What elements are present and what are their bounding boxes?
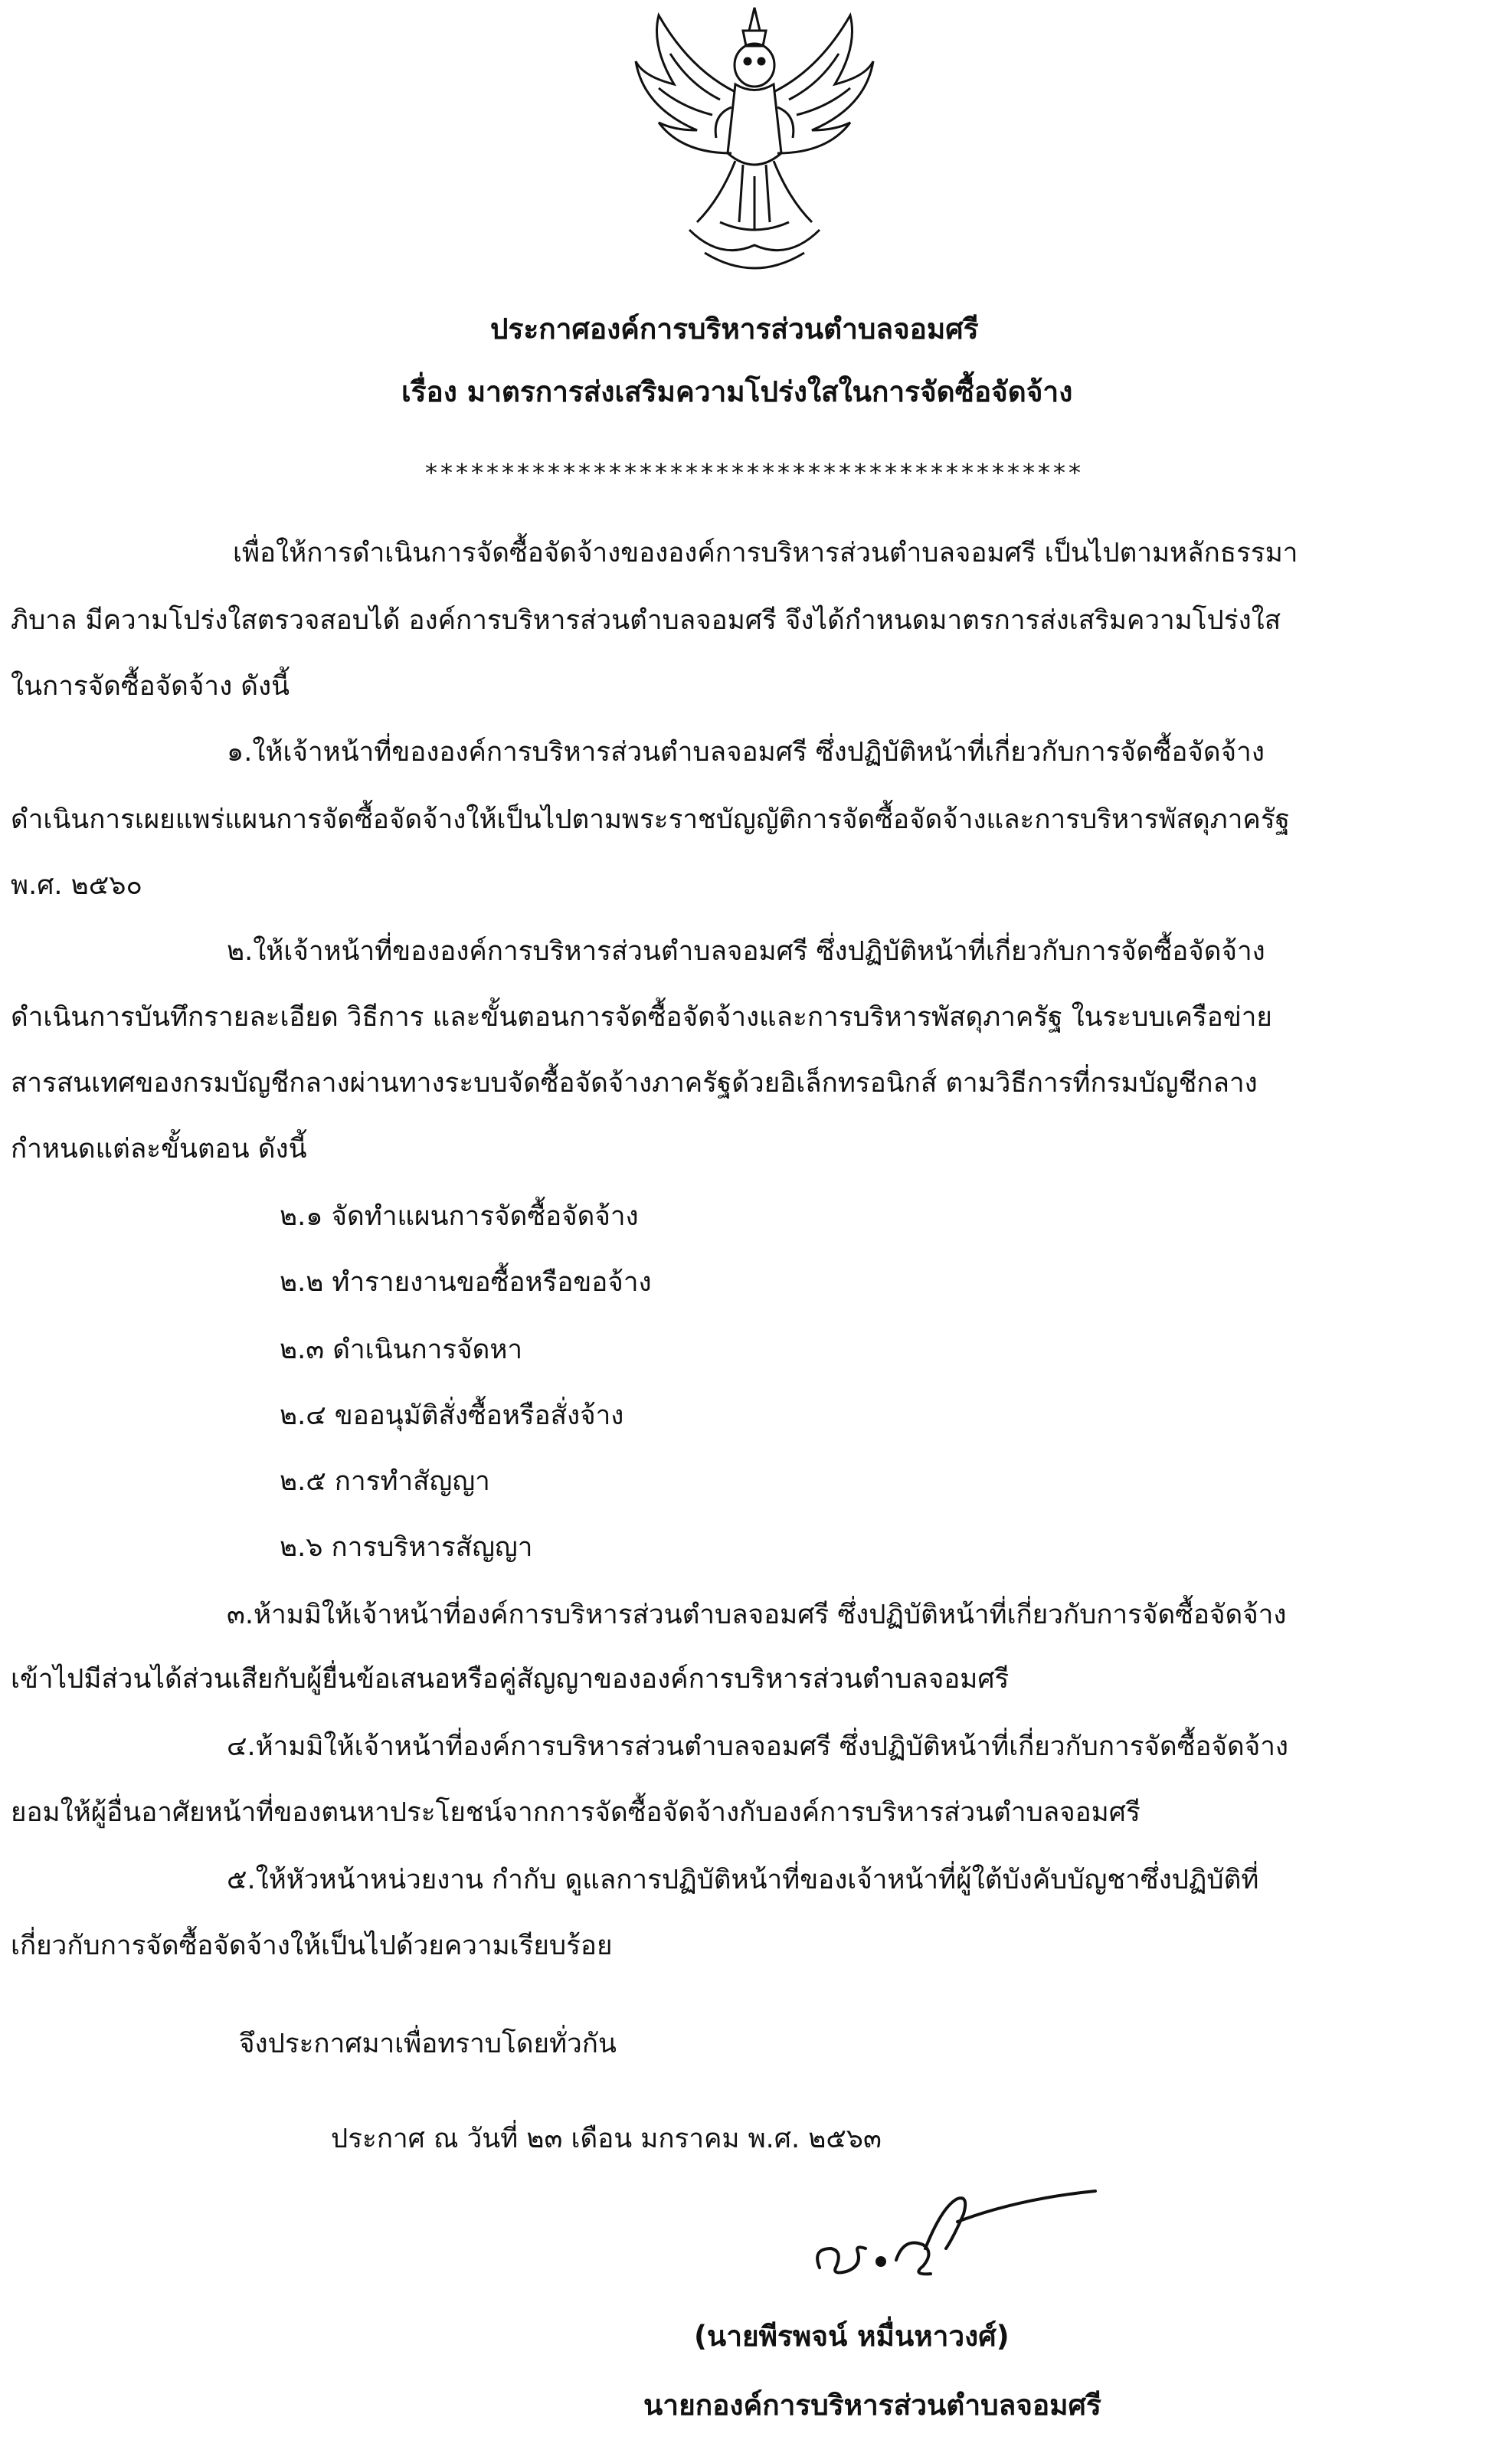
sub-item-2-3: ๒.๓ ดำเนินการจัดหา (280, 1335, 523, 1365)
item-3-line-2: เข้าไปมีส่วนได้ส่วนเสียกับผู้ยื่นข้อเสนอหรือคู่สัญญาขององค์การบริหารส่วนตำบลจอมศรี (11, 1664, 1010, 1695)
item-5-line-1: ๕.ให้หัวหน้าหน่วยงาน กำกับ ดูแลการปฏิบัติหน้าที่ของเจ้าหน้าที่ผู้ใต้บังคับบัญชาซึ่งปฏิบัติที่ (227, 1865, 1259, 1895)
item-1-line-2: ดำเนินการเผยแพร่แผนการจัดซื้อจัดจ้างให้เป็นไปตามพระราชบัญญัติการจัดซื้อจัดจ้างและการบริหารพัสดุภาครัฐ (11, 804, 1290, 835)
item-2-line-2: ดำเนินการบันทึกรายละเอียด วิธีการ และขั้นตอนการจัดซื้อจัดจ้างและการบริหารพัสดุภาครัฐ ในระบบเครือข่าย (11, 1002, 1272, 1033)
sub-item-2-2: ๒.๒ ทำรายงานขอซื้อหรือขอจ้าง (280, 1267, 652, 1298)
signatory-position: นายกองค์การบริหารส่วนตำบลจอมศรี (643, 2389, 1101, 2422)
item-2-line-4: กำหนดแต่ละขั้นตอน ดังนี้ (11, 1134, 307, 1164)
item-5-line-2: เกี่ยวกับการจัดซื้อจัดจ้างให้เป็นไปด้วยความเรียบร้อย (11, 1931, 613, 1961)
intro-line-3: ในการจัดซื้อจัดจ้าง ดังนี้ (11, 671, 290, 702)
garuda-emblem-icon (628, 0, 881, 291)
item-2-line-3: สารสนเทศของกรมบัญชีกลางผ่านทางระบบจัดซื้อจัดจ้างภาครัฐด้วยอิเล็กทรอนิกส์ ตามวิธีการที่กรมบัญชีกลาง (11, 1068, 1258, 1099)
sub-item-2-5: ๒.๕ การทำสัญญา (280, 1466, 490, 1497)
handwritten-signature-icon (789, 2176, 1111, 2314)
sub-item-2-4: ๒.๔ ขออนุมัติสั่งซื้อหรือสั่งจ้าง (280, 1400, 624, 1431)
item-1-line-3: พ.ศ. ๒๕๖๐ (11, 870, 142, 901)
separator-stars: ******************************************* (425, 458, 1084, 487)
sub-item-2-1: ๒.๑ จัดทำแผนการจัดซื้อจัดจ้าง (280, 1201, 639, 1232)
intro-line-2: ภิบาล มีความโปร่งใสตรวจสอบได้ องค์การบริหารส่วนตำบลจอมศรี จึงได้กำหนดมาตรการส่งเสริมความโปร่งใส (11, 605, 1281, 636)
item-1-line-1: ๑.ให้เจ้าหน้าที่ขององค์การบริหารส่วนตำบลจอมศรี ซึ่งปฏิบัติหน้าที่เกี่ยวกับการจัดซื้อจัดจ้าง (227, 737, 1265, 768)
item-4-line-1: ๔.ห้ามมิให้เจ้าหน้าที่องค์การบริหารส่วนตำบลจอมศรี ซึ่งปฏิบัติหน้าที่เกี่ยวกับการจัดซื้อจัดจ้าง (227, 1731, 1289, 1762)
announce-date: ประกาศ ณ วันที่ ๒๓ เดือน มกราคม พ.ศ. ๒๕๖๓ (331, 2124, 882, 2154)
sub-item-2-6: ๒.๖ การบริหารสัญญา (280, 1532, 533, 1563)
item-2-line-1: ๒.ให้เจ้าหน้าที่ขององค์การบริหารส่วนตำบลจอมศรี ซึ่งปฏิบัติหน้าที่เกี่ยวกับการจัดซื้อจัดจ้าง (227, 936, 1265, 967)
intro-line-1: เพื่อให้การดำเนินการจัดซื้อจัดจ้างขององค์การบริหารส่วนตำบลจอมศรี เป็นไปตามหลักธรรมา (233, 538, 1298, 568)
title-line-1: ประกาศองค์การบริหารส่วนตำบลจอมศรี (490, 313, 979, 346)
signatory-name: (นายพีรพจน์ หมื่นหาวงศ์) (694, 2320, 1010, 2353)
item-3-line-1: ๓.ห้ามมิให้เจ้าหน้าที่องค์การบริหารส่วนตำบลจอมศรี ซึ่งปฏิบัติหน้าที่เกี่ยวกับการจัดซื้อจัดจ้าง (227, 1600, 1287, 1630)
closing-announce: จึงประกาศมาเพื่อทราบโดยทั่วกัน (239, 2029, 617, 2059)
item-4-line-2: ยอมให้ผู้อื่นอาศัยหน้าที่ของตนหาประโยชน์จากการจัดซื้อจัดจ้างกับองค์การบริหารส่วนตำบลจอมศรี (11, 1797, 1141, 1828)
title-line-2: เรื่อง มาตรการส่งเสริมความโปร่งใสในการจัดซื้อจัดจ้าง (401, 375, 1073, 408)
